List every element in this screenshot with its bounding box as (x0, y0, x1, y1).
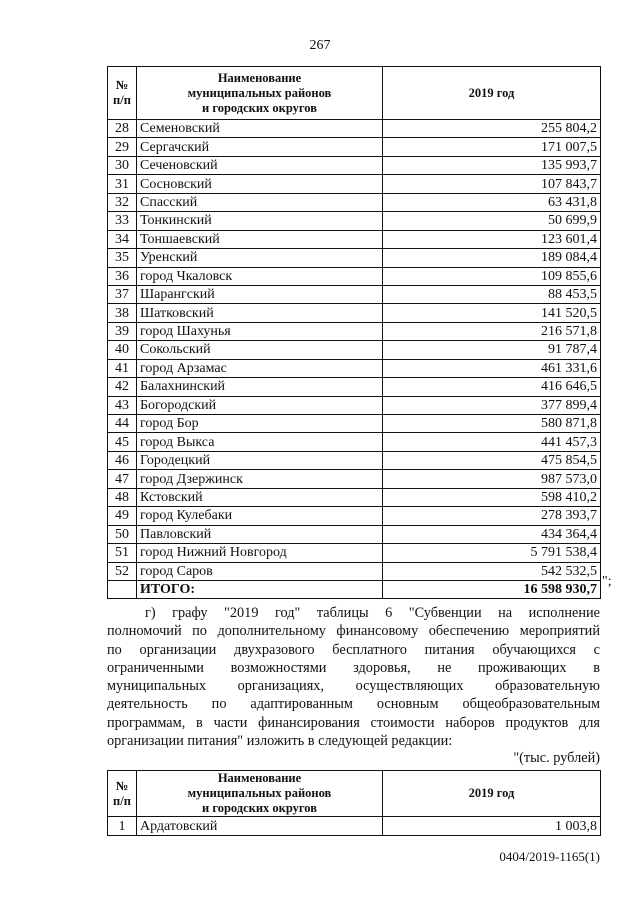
municipality-name: Сокольский (137, 341, 383, 359)
header-year: 2019 год (383, 771, 601, 817)
table-row (108, 378, 601, 396)
amount-value: 109 855,6 (383, 267, 601, 285)
header-number-abbr: п/п (113, 793, 131, 808)
table-row (108, 322, 601, 340)
row-number: 46 (108, 451, 137, 469)
table-row (108, 507, 601, 525)
paragraph-line: ограниченными возможностями здоровья, не проживающих в (107, 659, 600, 676)
paragraph-line: по организации двухразового бесплатного питания обучающихся с (107, 641, 600, 658)
municipality-name: Спасский (137, 193, 383, 211)
row-number: 28 (108, 120, 137, 138)
paragraph-line: полномочий по дополнительному финансовому обеспечению мероприятий (107, 623, 600, 640)
amount-value: 135 993,7 (383, 156, 601, 174)
municipality-name: город Шахунья (137, 322, 383, 340)
table-row (108, 525, 601, 543)
table-row (108, 120, 601, 138)
row-number: 48 (108, 488, 137, 506)
amount-value: 189 084,4 (383, 249, 601, 267)
header-number-symbol: № (115, 78, 129, 92)
row-number: 29 (108, 138, 137, 156)
row-number: 35 (108, 249, 137, 267)
row-number: 30 (108, 156, 137, 174)
header-number (108, 67, 137, 120)
paragraph-line: организации питания" изложить в следующей редакции: (107, 733, 453, 750)
table-row (108, 193, 601, 211)
amount-value: 461 331,6 (383, 359, 601, 377)
table-row (108, 359, 601, 377)
amount-value: 278 393,7 (383, 507, 601, 525)
table-row (108, 156, 601, 174)
units-note: "(тыс. рублей) (513, 750, 600, 766)
municipality-name: Семеновский (137, 120, 383, 138)
total-value: 16 598 930,7 (383, 580, 601, 598)
row-number: 32 (108, 193, 137, 211)
header-name (137, 771, 383, 817)
header-year: 2019 год (383, 67, 601, 120)
amount-value: 598 410,2 (383, 488, 601, 506)
paragraph-line: программам, в части финансирования стоимости наборов продуктов для (107, 714, 600, 731)
allocation-table (107, 66, 601, 599)
row-number: 1 (108, 817, 137, 836)
municipality-name: город Бор (137, 415, 383, 433)
table-row (108, 562, 601, 580)
row-number: 37 (108, 285, 137, 303)
header-number-symbol: № (115, 778, 129, 793)
municipality-name: город Кулебаки (137, 507, 383, 525)
amount-value: 434 364,4 (383, 525, 601, 543)
table-row (108, 488, 601, 506)
table-row (108, 138, 601, 156)
document-code: 0404/2019-1165(1) (499, 849, 600, 864)
row-number: 51 (108, 544, 137, 562)
amount-value: 50 699,9 (383, 212, 601, 230)
municipality-name: Павловский (137, 525, 383, 543)
amount-value: 542 532,5 (383, 562, 601, 580)
table-row (108, 285, 601, 303)
amount-value: 580 871,8 (383, 415, 601, 433)
table-row (108, 249, 601, 267)
municipality-name: Уренский (137, 249, 383, 267)
amendment-paragraph (107, 604, 600, 750)
municipality-name: Кстовский (137, 488, 383, 506)
header-name-line: муниципальных районов (187, 85, 332, 100)
amount-value: 987 573,0 (383, 470, 601, 488)
amount-value: 475 854,5 (383, 451, 601, 469)
municipality-name: Тоншаевский (137, 230, 383, 248)
row-number: 45 (108, 433, 137, 451)
amount-value: 123 601,4 (383, 230, 601, 248)
table-row (108, 212, 601, 230)
table-row (108, 470, 601, 488)
row-number: 47 (108, 470, 137, 488)
amount-value: 141 520,5 (383, 304, 601, 322)
amount-value: 441 457,3 (383, 433, 601, 451)
municipality-name: город Чкаловск (137, 267, 383, 285)
header-name-line: и городских округов (202, 100, 317, 115)
closing-quote: "; (602, 574, 612, 589)
header-name (137, 67, 383, 120)
header-name-line: муниципальных районов (187, 786, 332, 800)
amount-value: 255 804,2 (383, 120, 601, 138)
table-header-row (108, 771, 601, 817)
municipality-name: Богородский (137, 396, 383, 414)
amount-value: 216 571,8 (383, 322, 601, 340)
header-name-line: Наименование (217, 771, 302, 785)
municipality-name: город Нижний Новгород (137, 544, 383, 562)
row-number: 31 (108, 175, 137, 193)
municipality-name: Шатковский (137, 304, 383, 322)
paragraph-line: муниципальных организациях, осуществляющих образовательную (107, 678, 600, 695)
table-row (108, 415, 601, 433)
row-number: 42 (108, 378, 137, 396)
total-label: ИТОГО: (137, 580, 383, 598)
amount-value: 88 453,5 (383, 285, 601, 303)
amount-value: 1 003,8 (383, 817, 601, 836)
amount-value: 63 431,8 (383, 193, 601, 211)
municipality-name: город Дзержинск (137, 470, 383, 488)
table-row (108, 304, 601, 322)
municipality-name: Ардатовский (137, 817, 383, 836)
row-number: 33 (108, 212, 137, 230)
table-row (108, 230, 601, 248)
row-number: 44 (108, 415, 137, 433)
table-row (108, 451, 601, 469)
municipality-name: город Выкса (137, 433, 383, 451)
row-number: 52 (108, 562, 137, 580)
municipality-name: Сергачский (137, 138, 383, 156)
amount-value: 107 843,7 (383, 175, 601, 193)
row-number: 38 (108, 304, 137, 322)
municipality-name: город Арзамас (137, 359, 383, 377)
header-name-line: и городских округов (202, 801, 317, 815)
subvention-table (107, 770, 601, 836)
table-row (108, 341, 601, 359)
amount-value: 171 007,5 (383, 138, 601, 156)
table-row (108, 544, 601, 562)
header-name-line: Наименование (217, 70, 302, 85)
table-row (108, 817, 601, 836)
municipality-name: Шарангский (137, 285, 383, 303)
paragraph-line: г) графу "2019 год" таблицы 6 "Субвенции на исполнение (145, 605, 600, 621)
table-row (108, 267, 601, 285)
page-number: 267 (309, 38, 331, 53)
header-number-abbr: п/п (113, 93, 131, 107)
paragraph-line: деятельность по адаптированным основным общеобразовательным (107, 696, 600, 713)
header-number (108, 771, 137, 817)
table-header-row (108, 67, 601, 120)
row-number: 43 (108, 396, 137, 414)
municipality-name: Городецкий (137, 451, 383, 469)
table-row (108, 433, 601, 451)
amount-value: 377 899,4 (383, 396, 601, 414)
row-number: 50 (108, 525, 137, 543)
municipality-name: Балахнинский (137, 378, 383, 396)
amount-value: 5 791 538,4 (383, 544, 601, 562)
row-number: 49 (108, 507, 137, 525)
municipality-name: город Саров (137, 562, 383, 580)
municipality-name: Тонкинский (137, 212, 383, 230)
total-number-cell (108, 580, 137, 598)
row-number: 36 (108, 267, 137, 285)
row-number: 41 (108, 359, 137, 377)
municipality-name: Сеченовский (137, 156, 383, 174)
amount-value: 416 646,5 (383, 378, 601, 396)
row-number: 40 (108, 341, 137, 359)
table-row (108, 175, 601, 193)
row-number: 39 (108, 322, 137, 340)
amount-value: 91 787,4 (383, 341, 601, 359)
municipality-name: Сосновский (137, 175, 383, 193)
table-row (108, 396, 601, 414)
row-number: 34 (108, 230, 137, 248)
total-row (108, 580, 601, 598)
